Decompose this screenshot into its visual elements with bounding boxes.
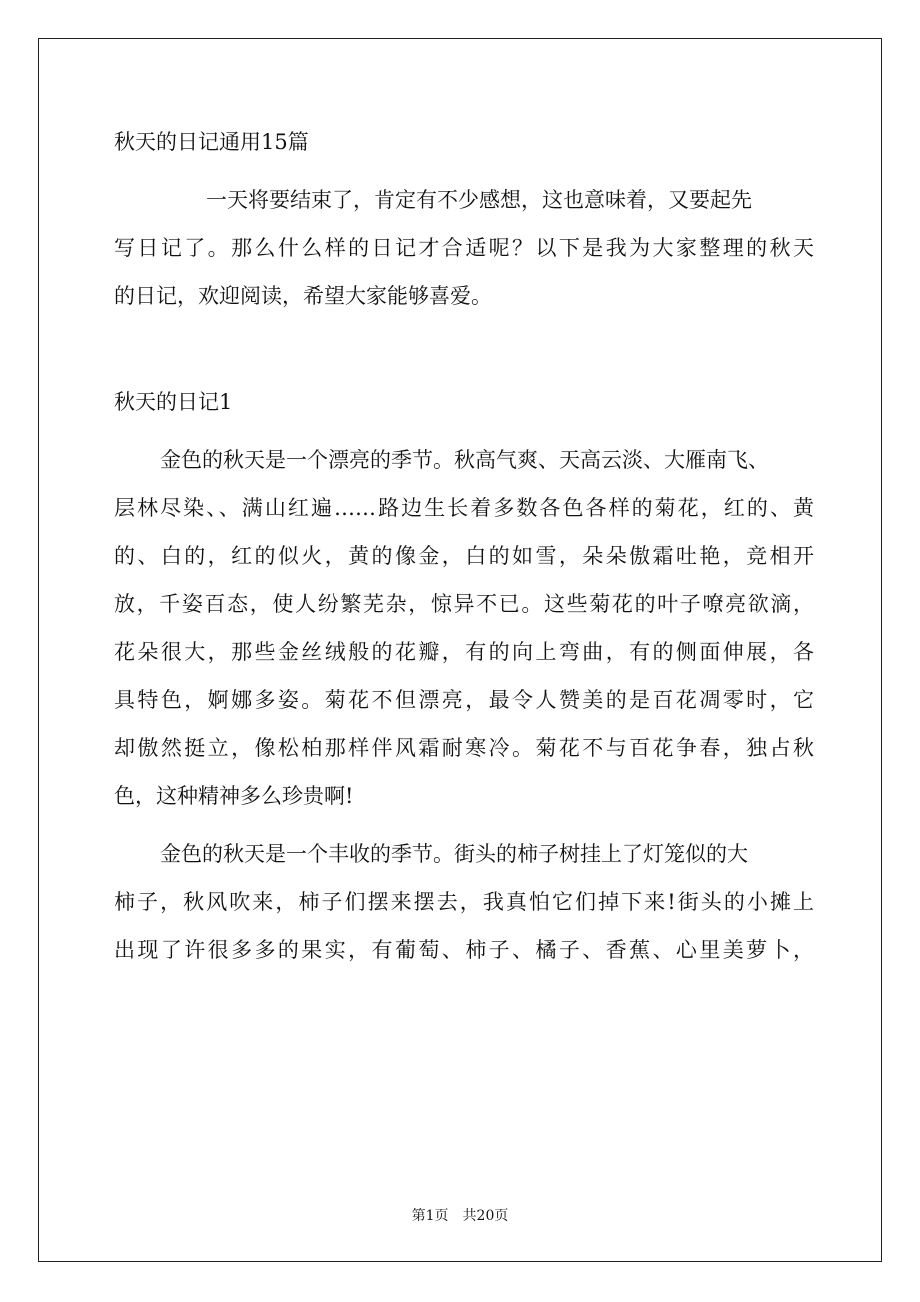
paragraph2-line-3: 出现了许很多多的果实，有葡萄、柿子、橘子、香蕉、心里美萝卜，: [114, 938, 814, 962]
paragraph1-line-5: 花朵很大，那些金丝绒般的花瓣，有的向上弯曲，有的侧面伸展，各: [114, 640, 814, 664]
paragraph1-line-6: 具特色，婀娜多姿。菊花不但漂亮，最令人赞美的是百花凋零时，它: [114, 688, 814, 712]
paragraph2-line-2: 柿子，秋风吹来，柿子们摆来摆去，我真怕它们掉下来!街头的小摊上: [114, 890, 814, 914]
paragraph1-line-2: 层林尽染、、满山红遍……路边生长着多数各色各样的菊花，红的、黄: [114, 496, 814, 520]
paragraph1-line-1: 金色的秋天是一个漂亮的季节。秋高气爽、天高云淡、大雁南飞、: [160, 448, 769, 472]
document-body: [114, 118, 814, 974]
paragraph2-line-1: 金色的秋天是一个丰收的季节。街头的柿子树挂上了灯笼似的大: [160, 842, 748, 866]
paragraph1-line-8: 色，这种精神多么珍贵啊!: [114, 784, 354, 808]
paragraph1-line-3: 的、白的，红的似火，黄的像金，白的如雪，朵朵傲霜吐艳，竞相开: [114, 544, 814, 568]
intro-line-2: 写日记了。那么什么样的日记才合适呢？以下是我为大家整理的秋天: [114, 236, 814, 260]
intro-line-3: 的日记，欢迎阅读，希望大家能够喜爱。: [114, 284, 492, 308]
document-title: 秋天的日记通用15篇: [114, 130, 309, 154]
paragraph1-line-4: 放，千姿百态，使人纷繁芜杂，惊异不已。这些菊花的叶子嘹亮欲滴，: [114, 592, 814, 616]
section-heading: 秋天的日记1: [114, 390, 233, 414]
intro-line-1: 一天将要结束了，肯定有不少感想，这也意味着，又要起先: [206, 188, 752, 212]
paragraph1-line-7: 却傲然挺立，像松柏那样伴风霜耐寒冷。菊花不与百花争春，独占秋: [114, 736, 814, 760]
page-number: 第1页 共20页: [411, 1208, 509, 1224]
